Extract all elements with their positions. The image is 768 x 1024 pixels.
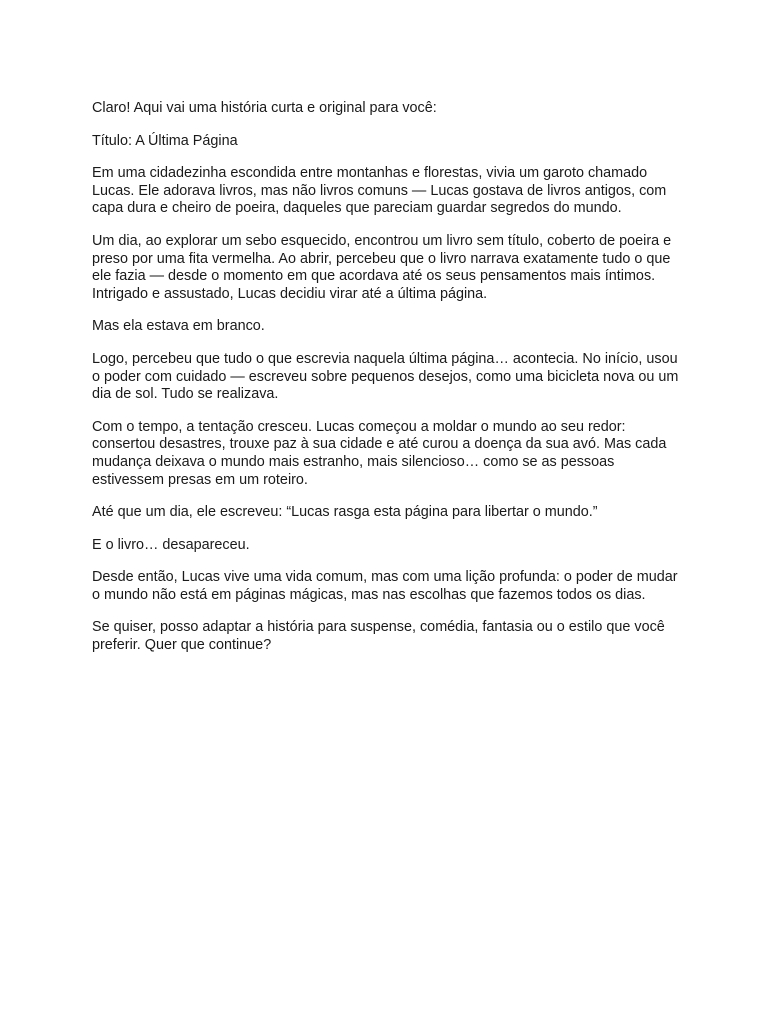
- story-paragraph: Logo, percebeu que tudo o que escrevia naquela última página… acontecia. No início, usou o poder com cuidado — escreveu sobre pequenos desejos, como uma bicicleta nova ou um dia de sol. Tudo se realizava.: [92, 350, 679, 403]
- story-paragraph: Mas ela estava em branco.: [92, 318, 265, 335]
- story-paragraph: Até que um dia, ele escreveu: “Lucas rasga esta página para libertar o mundo.”: [92, 504, 598, 521]
- intro-paragraph: Claro! Aqui vai uma história curta e original para você:: [92, 100, 437, 116]
- story-paragraph: Com o tempo, a tentação cresceu. Lucas começou a moldar o mundo ao seu redor: consertou desastres, trouxe paz à sua cidade e até curou a doença da sua avó. Mas cada mudança deixava o mundo mais estranho, mais silencioso… como se as pessoas estivessem presas em um roteiro.: [92, 418, 667, 488]
- story-paragraph: E o livro… desapareceu.: [92, 536, 250, 553]
- closing-paragraph: Se quiser, posso adaptar a história para suspense, comédia, fantasia ou o estilo que você preferir. Quer que continue?: [92, 619, 665, 654]
- story-paragraph: Desde então, Lucas vive uma vida comum, mas com uma lição profunda: o poder de mudar o mundo não está em páginas mágicas, mas nas escolhas que fazemos todos os dias.: [92, 569, 678, 603]
- document-body: [92, 100, 682, 670]
- story-title: Título: A Última Página: [92, 132, 238, 149]
- story-paragraph: Um dia, ao explorar um sebo esquecido, encontrou um livro sem título, coberto de poeira e preso por uma fita vermelha. Ao abrir, percebeu que o livro narrava exatamente tudo o que ele fazia — desde o momento em que acordava até os seus pensamentos mais íntimos. Intrigado e assustado, Lucas decidiu virar até a última página.: [92, 232, 672, 302]
- story-paragraph: Em uma cidadezinha escondida entre montanhas e florestas, vivia um garoto chamado Lucas. Ele adorava livros, mas não livros comuns — Lucas gostava de livros antigos, com capa dura e cheiro de poeira, daqueles que pareciam guardar segredos do mundo.: [92, 165, 667, 217]
